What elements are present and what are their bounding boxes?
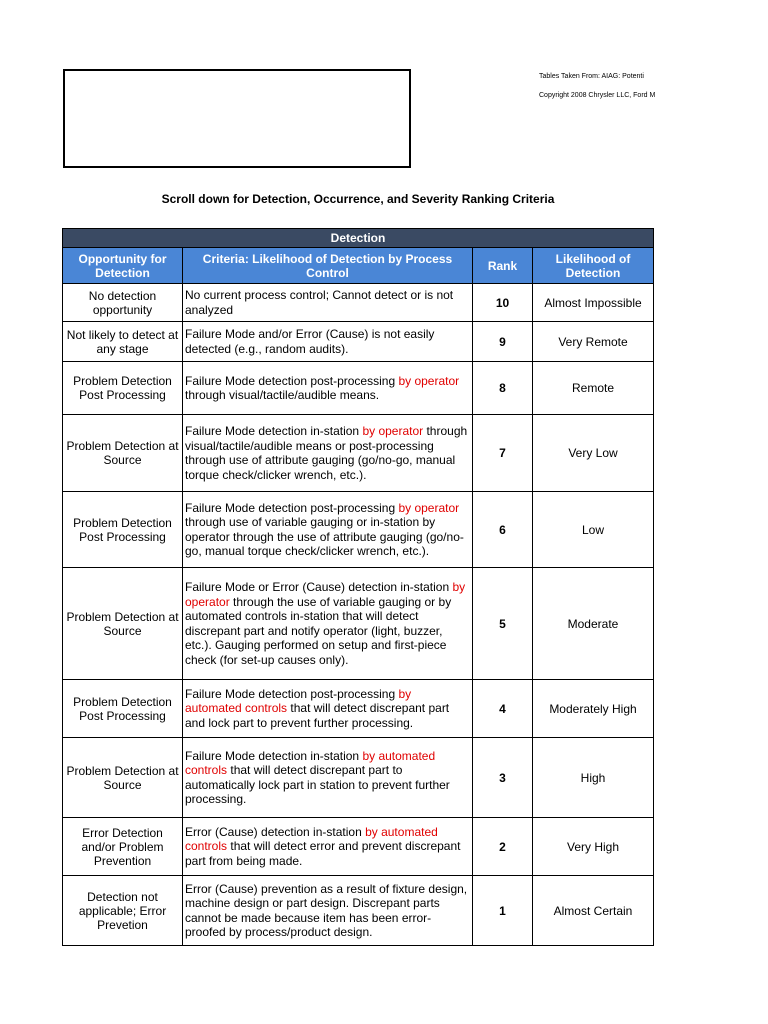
- rank-cell: 4: [473, 680, 533, 738]
- criteria-cell: [183, 492, 473, 568]
- rank-cell: 2: [473, 818, 533, 876]
- likelihood-cell: Remote: [533, 362, 654, 415]
- likelihood-cell: Very Remote: [533, 322, 654, 362]
- criteria-text: through visual/tactile/audible means or post-processing through use of attribute gauging (go/no-go, manual torque check/clicker wrench, etc.).: [185, 424, 468, 482]
- criteria-cell: [183, 680, 473, 738]
- criteria-highlight: by automated controls: [185, 686, 412, 716]
- criteria-highlight: by automated controls: [185, 824, 438, 854]
- criteria-cell: [183, 362, 473, 415]
- criteria-text: Error (Cause) prevention as a result of fixture design, machine design or part design. Discrepant parts cannot be made because item has been error-proofed by process/product design.: [185, 881, 468, 939]
- likelihood-cell: Moderately High: [533, 680, 654, 738]
- detection-table: [62, 228, 654, 946]
- opportunity-cell: Problem Detection Post Processing: [63, 362, 183, 415]
- likelihood-cell: Low: [533, 492, 654, 568]
- col-header-opportunity: Opportunity for Detection: [63, 248, 183, 284]
- rank-cell: 1: [473, 876, 533, 946]
- opportunity-cell: Not likely to detect at any stage: [63, 322, 183, 362]
- criteria-text: Failure Mode detection post-processing: [185, 686, 399, 701]
- criteria-text: through the use of variable gauging or by automated controls in-station that will detect discrepant part and notify operator (light, buzzer, etc.). Gauging performed on setup and first-piece check (for set-up causes only).: [185, 594, 452, 667]
- criteria-text: that will detect discrepant part to automatically lock part in station to prevent further processing.: [185, 763, 450, 806]
- criteria-cell: [183, 818, 473, 876]
- scroll-instruction: Scroll down for Detection, Occurrence, and Severity Ranking Criteria: [161, 192, 555, 206]
- criteria-cell: [183, 876, 473, 946]
- col-header-likelihood: Likelihood of Detection: [533, 248, 654, 284]
- table-row: [63, 415, 654, 492]
- table-row: [63, 818, 654, 876]
- table-row: [63, 680, 654, 738]
- criteria-highlight: by operator: [185, 580, 466, 609]
- criteria-text: through visual/tactile/audible means.: [185, 388, 380, 402]
- opportunity-cell: Problem Detection at Source: [63, 415, 183, 492]
- rank-cell: 10: [473, 284, 533, 322]
- col-header-rank: Rank: [473, 248, 533, 284]
- criteria-text: that will detect discrepant part and lock part to prevent further processing.: [185, 701, 450, 730]
- logo-placeholder-box: [63, 69, 411, 168]
- rank-cell: 9: [473, 322, 533, 362]
- opportunity-cell: Problem Detection at Source: [63, 568, 183, 680]
- table-row: [63, 738, 654, 818]
- criteria-text: Failure Mode and/or Error (Cause) is not easily detected (e.g., random audits).: [185, 327, 435, 356]
- criteria-cell: [183, 322, 473, 362]
- table-row: [63, 492, 654, 568]
- opportunity-cell: Error Detection and/or Problem Prevention: [63, 818, 183, 876]
- opportunity-cell: Problem Detection at Source: [63, 738, 183, 818]
- criteria-text: Failure Mode detection post-processing: [185, 373, 399, 388]
- opportunity-cell: No detection opportunity: [63, 284, 183, 322]
- criteria-cell: [183, 284, 473, 322]
- criteria-text: No current process control; Cannot detect or is not analyzed: [185, 288, 454, 317]
- rank-cell: 8: [473, 362, 533, 415]
- table-title: Detection: [63, 229, 654, 248]
- criteria-highlight: by automated controls: [185, 748, 436, 777]
- opportunity-cell: Problem Detection Post Processing: [63, 492, 183, 568]
- source-line-tables: Tables Taken From: AIAG: Potenti: [539, 73, 644, 80]
- rank-cell: 3: [473, 738, 533, 818]
- criteria-text: Failure Mode or Error (Cause) detection in-station: [185, 580, 453, 594]
- criteria-cell: [183, 738, 473, 818]
- criteria-cell: [183, 568, 473, 680]
- table-row: [63, 284, 654, 322]
- criteria-highlight: by operator: [362, 424, 424, 438]
- rank-cell: 5: [473, 568, 533, 680]
- table-row: [63, 568, 654, 680]
- source-line-copyright: Copyright 2008 Chrysler LLC, Ford M: [539, 92, 656, 99]
- table-body: [63, 284, 654, 946]
- rank-cell: 7: [473, 415, 533, 492]
- criteria-text: Error (Cause) detection in-station: [185, 824, 366, 839]
- likelihood-cell: Very High: [533, 818, 654, 876]
- source-note: [539, 72, 657, 110]
- likelihood-cell: Almost Certain: [533, 876, 654, 946]
- likelihood-cell: Very Low: [533, 415, 654, 492]
- criteria-text: Failure Mode detection in-station: [185, 748, 363, 763]
- criteria-cell: [183, 415, 473, 492]
- col-header-criteria: Criteria: Likelihood of Detection by Process Control: [183, 248, 473, 284]
- likelihood-cell: High: [533, 738, 654, 818]
- criteria-highlight: by operator: [398, 373, 460, 388]
- criteria-text: Failure Mode detection post-processing: [185, 500, 399, 515]
- table-row: [63, 362, 654, 415]
- criteria-text: through use of variable gauging or in-station by operator through the use of attribute gauging (go/no-go, manual torque check/clicker wrench, etc.).: [185, 515, 464, 558]
- criteria-text: Failure Mode detection in-station: [185, 424, 363, 438]
- table-row: [63, 322, 654, 362]
- criteria-highlight: by operator: [398, 500, 460, 515]
- likelihood-cell: Almost Impossible: [533, 284, 654, 322]
- opportunity-cell: Problem Detection Post Processing: [63, 680, 183, 738]
- rank-cell: 6: [473, 492, 533, 568]
- likelihood-cell: Moderate: [533, 568, 654, 680]
- criteria-text: that will detect error and prevent discrepant part from being made.: [185, 839, 461, 868]
- table-row: [63, 876, 654, 946]
- opportunity-cell: Detection not applicable; Error Prevetion: [63, 876, 183, 946]
